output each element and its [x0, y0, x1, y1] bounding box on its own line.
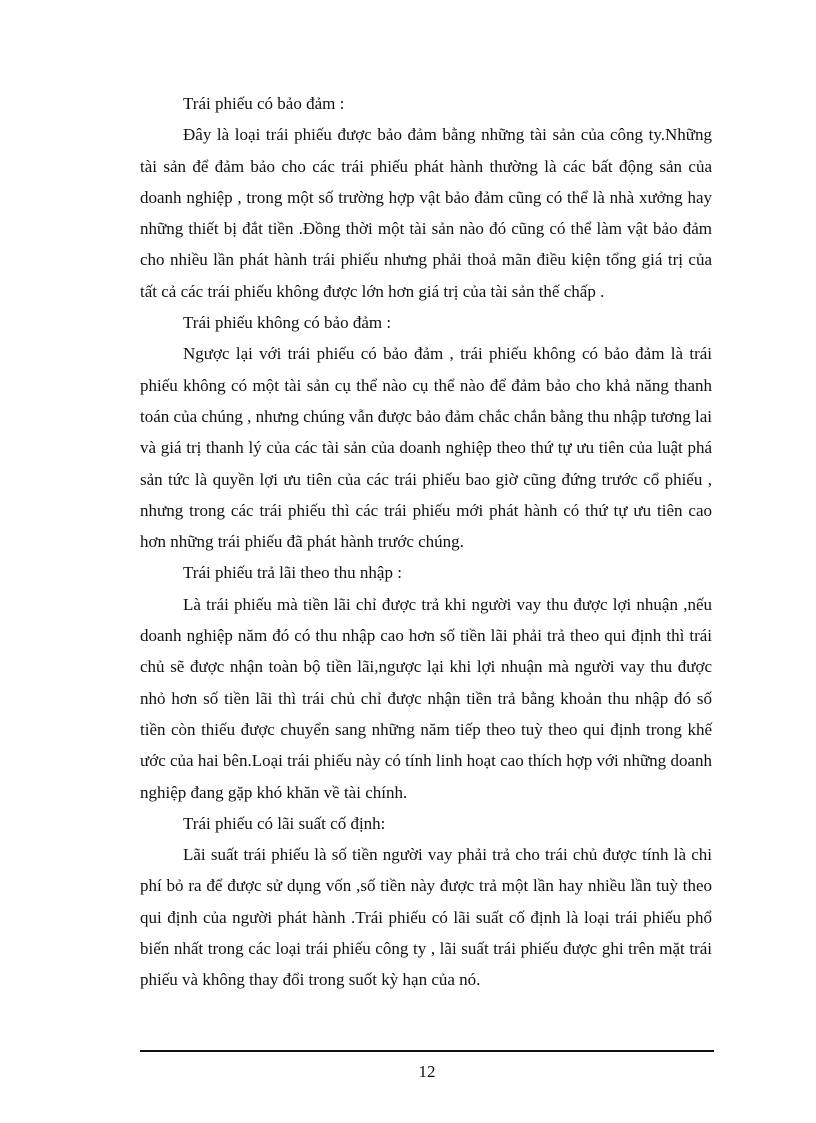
section-heading: Trái phiếu trả lãi theo thu nhập : [183, 563, 402, 583]
section-paragraph: Là trái phiếu mà tiền lãi chỉ được trả khi người vay thu được lợi nhuận ,nếu doanh nghiệp năm đó có thu nhập cao hơn số tiền lãi phải trả theo qui định thì trái chủ sẽ được nhận toàn bộ tiền lãi,ngược lại khi lợi nhuận mà người vay thu được nhỏ hơn số tiền lãi thì trái chủ chỉ được nhận tiền trả bằng khoản thu nhập đó số tiền còn thiếu được chuyển sang những năm tiếp theo tuỳ theo qui định trong khế ước của hai bên.Loại trái phiếu này có tính linh hoạt cao thích hợp với những doanh nghiệp đang gặp khó khăn về tài chính. [140, 594, 712, 802]
section-heading: Trái phiếu không có bảo đảm : [183, 313, 392, 333]
page-number: 12 [418, 1062, 436, 1081]
section-secured-bonds [140, 88, 712, 307]
section-paragraph: Đây là loại trái phiếu được bảo đảm bằng những tài sản của công ty.Những tài sản để đảm bảo cho các trái phiếu phát hành thường là các bất động sản của doanh nghiệp , trong một số trường hợp vật bảo đảm cũng có thể là nhà xưởng hay những thiết bị đắt tiền .Đồng thời một tài sản nào đó cũng có thể làm vật bảo đảm cho nhiều lần phát hành trái phiếu nhưng phải thoả mãn điều kiện tổng giá trị của tất cả các trái phiếu không được lớn hơn giá trị của tài sản thế chấp . [140, 125, 712, 301]
section-heading: Trái phiếu có lãi suất cố định: [183, 813, 386, 833]
section-heading: Trái phiếu có bảo đảm : [183, 94, 345, 113]
section-unsecured-bonds [140, 307, 712, 557]
section-income-bonds [140, 557, 712, 807]
section-paragraph: Ngược lại với trái phiếu có bảo đảm , trái phiếu không có bảo đảm là trái phiếu không có một tài sản cụ thể nào cụ thể nào để đảm bảo cho khả năng thanh toán của chúng , nhưng chúng vẫn được bảo đảm chắc chắn bằng thu nhập tương lai và giá trị thanh lý của các tài sản của doanh nghiệp theo thứ tự ưu tiên của luật phá sản tức là quyền lợi ưu tiên của các trái phiếu bao giờ cũng đứng trước cổ phiếu , nhưng trong các trái phiếu thì các trái phiếu mới phát hành có thứ tự ưu tiên cao hơn những trái phiếu đã phát hành trước chúng. [140, 344, 712, 552]
page-body [140, 88, 712, 996]
section-paragraph: Lãi suất trái phiếu là số tiền người vay phải trả cho trái chủ được tính là chi phí bỏ ra để được sử dụng vốn ,số tiền này được trả một lần hay nhiều lần tuỳ theo qui định của người phát hành .Trái phiếu có lãi suất cố định là loại trái phiếu phổ biến nhất trong các loại trái phiếu công ty , lãi suất trái phiếu được ghi trên mặt trái phiếu và không thay đổi trong suốt kỳ hạn của nó. [140, 845, 712, 990]
section-fixed-rate-bonds [140, 808, 712, 996]
footer-divider [140, 1050, 714, 1052]
